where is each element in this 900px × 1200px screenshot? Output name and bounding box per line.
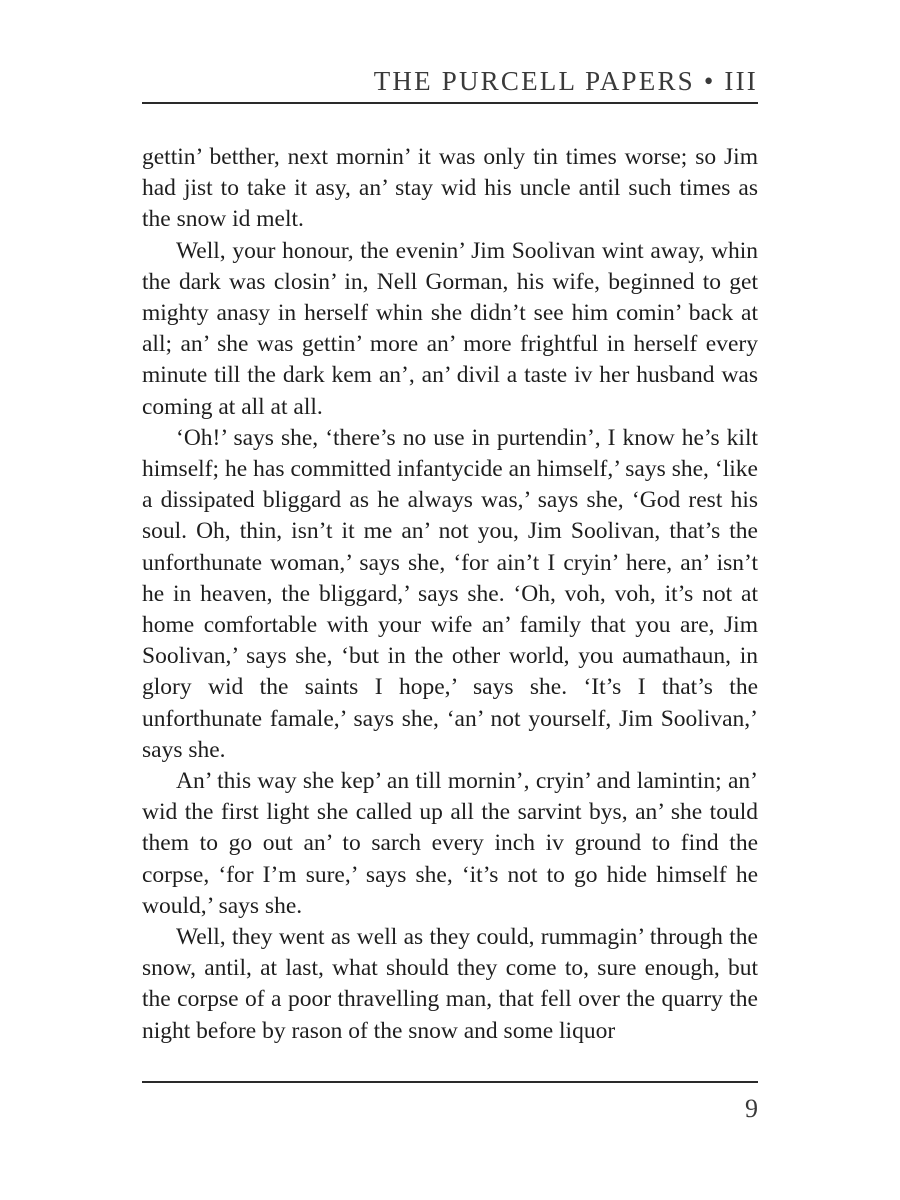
paragraph-continuation: gettin’ betther, next mornin’ it was only tin times worse; so Jim had jist to take it asy, an’ stay wid his uncle antil such times as the snow id melt.	[142, 144, 758, 233]
paragraph: Well, your honour, the evenin’ Jim Soolivan wint away, whin the dark was closin’ in, Nell Gorman, his wife, beginned to get mighty anasy in herself whin she didn’t see him comin’ back at all; an’ she was gettin’ more an’ more frightful in herself every minute till the dark kem an’, an’ divil a taste iv her husband was coming at all at all.	[142, 237, 758, 420]
page-number: 9	[745, 1094, 758, 1123]
running-header: THE PURCELL PAPERS • III	[373, 66, 758, 96]
header-rule	[142, 102, 758, 104]
paragraph: An’ this way she kep’ an till mornin’, cryin’ and lamintin; an’ wid the first light she called up all the sarvint bys, an’ she tould them to go out an’ to sarch every inch iv ground to find the corpse, ‘for I’m sure,’ says she, ‘it’s not to go hide himself he would,’ says she.	[142, 768, 758, 919]
page-body	[142, 142, 758, 1047]
paragraph: ‘Oh!’ says she, ‘there’s no use in purtendin’, I know he’s kilt himself; he has committed infantycide an himself,’ says she, ‘like a dissipated bliggard as he always was,’ says she, ‘God rest his soul. Oh, thin, isn’t it me an’ not you, Jim Soolivan, that’s the unforthunate woman,’ says she, ‘for ain’t I cryin’ here, an’ isn’t he in heaven, the bliggard,’ says she. ‘Oh, voh, voh, it’s not at home comfortable with your wife an’ family that you are, Jim Soolivan,’ says she, ‘but in the other world, you aumathaun, in glory wid the saints I hope,’ says she. ‘It’s I that’s the unforthunate famale,’ says she, ‘an’ not yourself, Jim Soolivan,’ says she.	[142, 424, 758, 763]
footer-rule	[142, 1081, 758, 1083]
paragraph: Well, they went as well as they could, rummagin’ through the snow, antil, at last, what should they come to, sure enough, but the corpse of a poor thravelling man, that fell over the quarry the night before by rason of the snow and some liquor	[142, 924, 758, 1044]
